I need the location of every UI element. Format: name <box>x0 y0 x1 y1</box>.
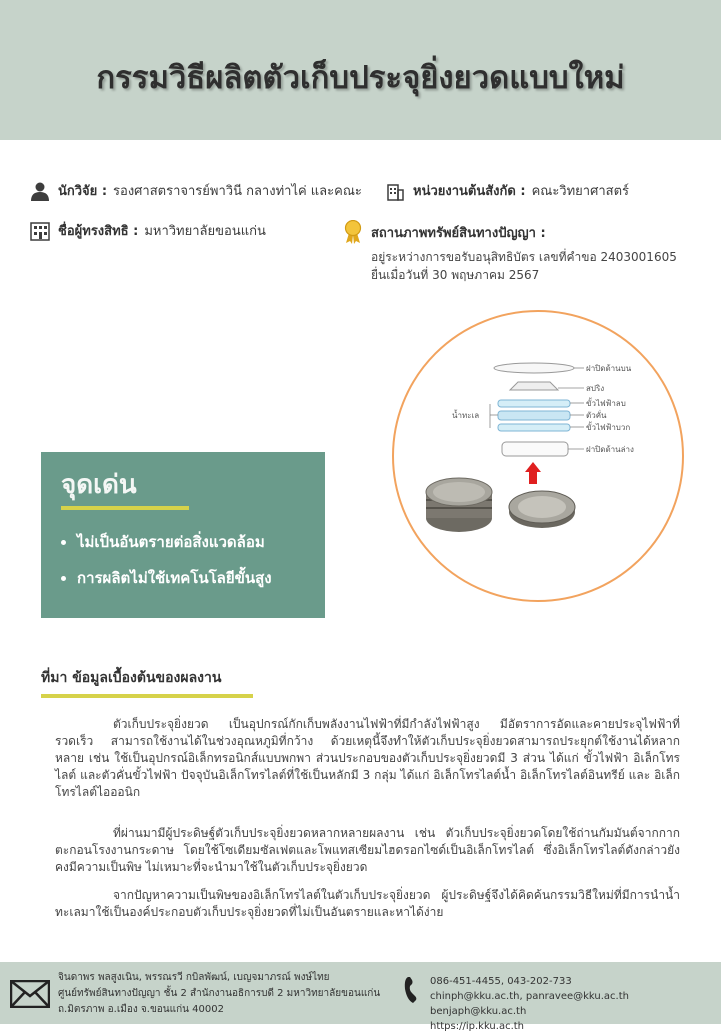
ip-status-label: สถานภาพทรัพย์สินทางปัญญา : <box>371 225 546 241</box>
highlights-box <box>41 452 325 618</box>
researcher-row <box>30 180 362 201</box>
paragraph-3: จากปัญหาความเป็นพิษของอิเล็กโทรไลต์ในตัวเก็บประจุยิ่งยวด ผู้ประดิษฐ์จึงได้คิดค้นกรรมวิธีใหม่ที่มีการนำน้ำทะเลมาใช้เป็นองค์ประกอบตัวเก็บประจุยิ่งยวดที่ไม่เป็นอันตรายและหาได้ง่าย <box>55 888 680 919</box>
owner-label: ชื่อผู้ทรงสิทธิ : <box>58 224 139 239</box>
diagram-label-spring: สปริง <box>586 384 605 393</box>
institution-icon <box>30 221 50 241</box>
coin-cell-stack <box>426 478 492 532</box>
affiliation-row <box>385 180 629 201</box>
paragraph-1: ตัวเก็บประจุยิ่งยวด เป็นอุปกรณ์กักเก็บพลังงานไฟฟ้าที่มีกำลังไฟฟ้าสูง มีอัตราการอัดและคายประจุไฟฟ้าที่รวดเร็ว สามารถใช้งานได้ในช่วงอุณหภูมิที่กว้าง ด้วยเหตุนี้จึงทำให้ตัวเก็บประจุยิ่งยวดสามารถประยุกต์ใช้งานได้หลากหลาย เช่น ใช้เป็นอุปกรณ์อิเล็กทรอนิกส์แบบพกพา ส่วนประกอบของตัวเก็บประจุยิ่งยวดมี 3 ส่วน ได้แก่ ขั้วไฟฟ้า อิเล็กโทรไลต์ และตัวคั่นขั้วไฟฟ้า ปัจจุบันอิเล็กโทรไลต์ที่ใช้เป็นหลักมี 3 กลุ่ม ได้แก่ อิเล็กโทรไลต์น้ำ อิเล็กโทรไลต์อินทรีย์ และ อิเล็กโทรไลต์ไอออนิก <box>55 717 680 799</box>
phone-icon <box>404 976 420 1004</box>
highlights-title: จุดเด่น <box>61 470 137 500</box>
diagram-label-top-cap: ฝาปิดด้านบน <box>586 364 632 373</box>
header-band <box>0 0 721 140</box>
ip-status-line2: ยื่นเมื่อวันที่ 30 พฤษภาคม 2567 <box>371 268 540 282</box>
diagram-separator <box>498 411 570 420</box>
section-underline <box>41 694 253 698</box>
footer-contact-names: จินดาพร พลสูงเนิน, พรรณรวี กบิลพัฒน์, เบญจมาภรณ์ พงษ์ไทย <box>58 972 330 983</box>
coin-cell-single <box>509 491 575 528</box>
red-arrow-icon <box>525 462 541 484</box>
diagram-label-seawater: น้ำทะเล <box>452 411 480 420</box>
highlights-underline <box>61 506 189 510</box>
supercapacitor-diagram <box>394 312 682 600</box>
page-title: กรรมวิธีผลิตตัวเก็บประจุยิ่งยวดแบบใหม่ <box>96 60 625 96</box>
diagram-top-cap <box>494 363 574 373</box>
footer-band <box>0 962 721 1032</box>
researcher-value: รองศาสตราจารย์พาวินี กลางท่าไค่ และคณะ <box>113 184 362 199</box>
diagram-label-negative: ขั้วไฟฟ้าลบ <box>586 399 626 408</box>
diagram-positive-electrode <box>498 424 570 431</box>
ip-status-text <box>371 248 677 284</box>
researcher-label: นักวิจัย : <box>58 184 108 199</box>
footer-address-line2: ถ.มิตรภาพ อ.เมือง จ.ขอนแก่น 40002 <box>58 1004 224 1015</box>
affiliation-label: หน่วยงานต้นสังกัด : <box>413 184 526 199</box>
footer-contact <box>58 970 380 1018</box>
ip-status-line1: อยู่ระหว่างการขอรับอนุสิทธิบัตร เลขที่คำขอ 2403001605 <box>371 250 677 264</box>
diagram-label-separator: ตัวคั่น <box>586 411 607 420</box>
footer-phone: 086-451-4455, 043-202-733 <box>430 976 572 987</box>
award-icon <box>343 220 363 244</box>
highlight-item: • การผลิตไม่ใช้เทคโนโลยีขั้นสูง <box>77 560 272 596</box>
owner-value: มหาวิทยาลัยขอนแก่น <box>144 224 266 239</box>
footer-website[interactable]: https://ip.kku.ac.th <box>430 1021 525 1032</box>
affiliation-value: คณะวิทยาศาสตร์ <box>531 184 629 199</box>
footer-address-line1: ศูนย์ทรัพย์สินทางปัญญา ชั้น 2 สำนักงานอธิการบดี 2 มหาวิทยาลัยขอนแก่น <box>58 988 381 999</box>
diagram-bottom-cap <box>502 442 568 456</box>
paragraph-2: ที่ผ่านมามีผู้ประดิษฐ์ตัวเก็บประจุยิ่งยวดหลากหลายผลงาน เช่น ตัวเก็บประจุยิ่งยวดโดยใช้ถ่านกัมมันต์จากกากตะกอนโรงงานกระดาษ โดยใช้โซเดียมซัลเฟตและโพแทสเซียมไฮดรอกไซด์เป็นอิเล็กโทรไลต์ ซึ่งอิเล็กโทรไลต์ดังกล่าวยังคงมีความเป็นพิษ ไม่เหมาะที่จะนำมาใช้ในตัวเก็บประจุยิ่งยวด <box>55 826 680 874</box>
diagram-spring <box>510 382 558 390</box>
footer-contact-right <box>430 974 721 1034</box>
highlights-list <box>59 524 272 596</box>
person-icon <box>30 181 50 201</box>
footer-emails[interactable]: chinph@kku.ac.th, panravee@kku.ac.th benjaph@kku.ac.th <box>430 991 629 1017</box>
diagram-label-positive: ขั้วไฟฟ้าบวก <box>586 423 631 432</box>
diagram-label-bottom-cap: ฝาปิดด้านล่าง <box>586 445 634 454</box>
owner-row <box>30 220 266 241</box>
diagram-negative-electrode <box>498 400 570 407</box>
product-image-circle <box>392 310 684 602</box>
building-icon <box>385 181 405 201</box>
section-title: ที่มา ข้อมูลเบื้องต้นของผลงาน <box>41 670 222 686</box>
ip-status-row <box>343 220 552 244</box>
mail-icon <box>10 980 50 1008</box>
highlight-item: • ไม่เป็นอันตรายต่อสิ่งแวดล้อม <box>77 524 272 560</box>
